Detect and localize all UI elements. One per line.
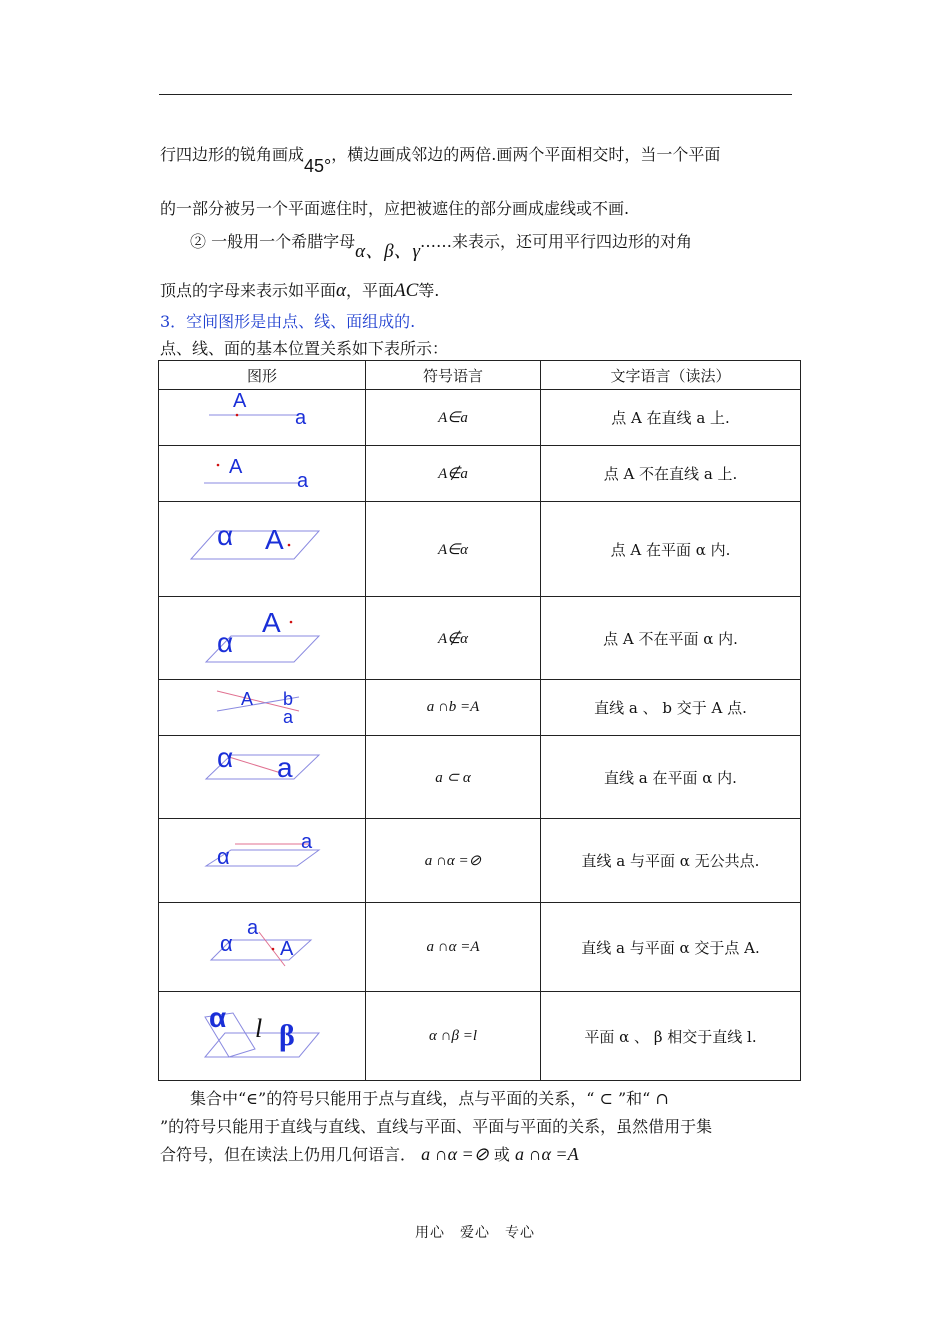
desc-cell: 点 A 在直线 a 上.	[541, 390, 801, 446]
text: ……来表示，还可用平行四边形的对角	[420, 232, 693, 251]
table-row	[159, 992, 801, 1081]
intersecting-lines-figure	[159, 681, 365, 735]
line-parallel-plane-figure	[159, 820, 365, 902]
relation-table	[158, 360, 801, 1081]
label-l: l	[255, 1013, 263, 1043]
header-figure: 图形	[159, 361, 366, 390]
math-point-intersection: a ∩α =A	[514, 1144, 579, 1164]
symbol-cell: a ∩α =⊘	[366, 819, 541, 903]
table-row	[159, 903, 801, 992]
symbol-cell: A∈α	[366, 502, 541, 597]
label-a: a	[301, 830, 313, 853]
desc-cell: 平面 α 、 β 相交于直线 l.	[541, 992, 801, 1081]
label-A: A	[265, 523, 284, 555]
figure-cell	[159, 446, 366, 502]
point-on-line-figure	[159, 391, 365, 445]
table-intro: 点、线、面的基本位置关系如下表所示：	[160, 339, 449, 358]
header-symbol: 符号语言	[366, 361, 541, 390]
line-intersect-plane-figure	[159, 904, 365, 991]
page-footer: 用心 爱心 专心	[415, 1225, 535, 1241]
point-off-plane-figure	[159, 598, 365, 679]
figure-cell	[159, 992, 366, 1081]
table-row	[159, 819, 801, 903]
math-ac: AC	[394, 280, 419, 301]
text: ② 一般用一个希腊字母	[190, 232, 356, 251]
figure-cell	[159, 390, 366, 446]
paragraph-line-4	[160, 278, 439, 302]
label-a: a	[295, 406, 307, 429]
label-b: b	[283, 688, 294, 709]
label-beta: β	[279, 1018, 295, 1052]
desc-cell: 点 A 不在直线 a 上.	[541, 446, 801, 502]
symbol-cell: a ∩α =A	[366, 903, 541, 992]
line-in-plane-figure	[159, 737, 365, 818]
table-row	[159, 390, 801, 446]
label-a: a	[277, 751, 293, 783]
label-A: A	[280, 937, 294, 960]
figure-cell	[159, 680, 366, 736]
header-text: 文字语言（读法）	[541, 361, 801, 390]
text: 或	[488, 1145, 515, 1164]
planes-intersect-figure	[159, 993, 365, 1080]
desc-cell: 直线 a 在平面 α 内.	[541, 736, 801, 819]
desc-cell: 直线 a 与平面 α 无公共点.	[541, 819, 801, 903]
symbol-cell: a ∩b =A	[366, 680, 541, 736]
text: 顶点的字母来表示如平面	[160, 281, 337, 300]
label-alpha: α	[209, 1001, 227, 1033]
symbol-cell: A∉α	[366, 597, 541, 680]
point-in-plane-figure	[159, 503, 365, 596]
text: 合符号，但在读法上仍用几何语言．	[160, 1145, 417, 1164]
figure-cell	[159, 502, 366, 597]
figure-cell	[159, 903, 366, 992]
label-a: a	[283, 706, 294, 727]
table-row	[159, 446, 801, 502]
label-a: a	[297, 469, 309, 492]
text: ，平面	[346, 281, 395, 300]
label-alpha: α	[217, 843, 230, 869]
section-heading-3: 3．空间图形是由点、线、面组成的.	[160, 312, 416, 331]
label-alpha: α	[220, 930, 233, 956]
figure-cell	[159, 736, 366, 819]
paragraph-line-2: 的一部分被另一个平面遮住时，应把被遮住的部分画成虚线或不画.	[160, 199, 630, 218]
paragraph-line-3	[190, 226, 693, 262]
figure-cell	[159, 597, 366, 680]
label-A: A	[233, 390, 247, 412]
desc-cell: 直线 a 与平面 α 交于点 A.	[541, 903, 801, 992]
paragraph-line-1	[160, 142, 721, 176]
label-alpha: α	[217, 741, 234, 773]
note-line-1: 集合中“∈”的符号只能用于点与直线，点与平面的关系，“ ⊂ ”和“ ∩	[190, 1089, 669, 1108]
note-line-3	[160, 1142, 579, 1165]
angle-45: 45°	[304, 156, 332, 176]
symbol-cell: a ⊂ α	[366, 736, 541, 819]
desc-cell: 直线 a 、 b 交于 A 点.	[541, 680, 801, 736]
table-row	[159, 502, 801, 597]
math-alpha: α	[336, 280, 346, 301]
table-row	[159, 597, 801, 680]
text: ，横边画成邻边的两倍.画两个平面相交时，当一个平面	[331, 145, 721, 164]
symbol-cell: A∉a	[366, 446, 541, 502]
text: 行四边形的锐角画成	[160, 145, 305, 164]
text: 等.	[418, 281, 440, 300]
label-A: A	[262, 606, 281, 638]
table-row	[159, 680, 801, 736]
label-A: A	[241, 688, 254, 709]
label-alpha: α	[217, 626, 234, 658]
note-line-2: ”的符号只能用于直线与直线、直线与平面、平面与平面的关系，虽然借用于集	[160, 1117, 713, 1136]
desc-cell: 点 A 在平面 α 内.	[541, 502, 801, 597]
point-off-line-figure	[159, 447, 365, 501]
label-A: A	[229, 455, 243, 478]
table-header-row	[159, 361, 801, 390]
math-empty-intersection: a ∩α =⊘	[421, 1144, 489, 1164]
table-row	[159, 736, 801, 819]
label-alpha: α	[217, 519, 234, 551]
desc-cell: 点 A 不在平面 α 内.	[541, 597, 801, 680]
greek-letters: α、β、γ	[355, 241, 421, 262]
label-a: a	[247, 916, 259, 939]
header-rule	[159, 94, 792, 95]
symbol-cell: α ∩β =l	[366, 992, 541, 1081]
figure-cell	[159, 819, 366, 903]
symbol-cell: A∈a	[366, 390, 541, 446]
